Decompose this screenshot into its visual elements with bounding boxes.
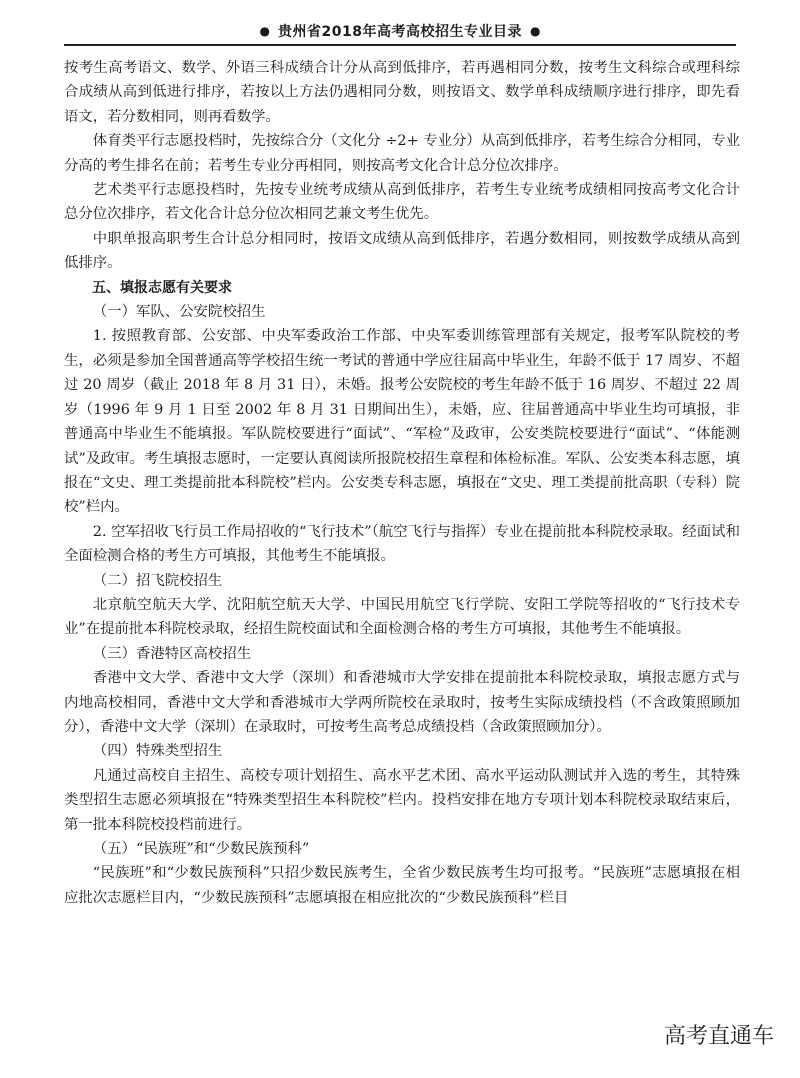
paragraph-special-types: 凡通过高校自主招生、高校专项计划招生、高水平艺术团、高水平运动队测试并入选的考生，其特殊类型招生志愿必须填报在“特殊类型招生本科院校”栏内。投档安排在地方专项计划本科院校录取结束后，第一批本科院校投档前进行。 <box>64 767 740 833</box>
paragraph-art-ranking: 艺术类平行志愿投档时，先按专业统考成绩从高到低排序，若考生专业统考成绩相同按高考文化合计总分位次排序，若文化合计总分位次相同艺兼文考生优先。 <box>64 182 740 223</box>
paragraph-continuation: 按考生高考语文、数学、外语三科成绩合计分从高到低排序，若再遇相同分数，按考生文科综合或理科综合成绩从高到低进行排序，若按以上方法仍遇相同分数，则按语文、数学单科成绩顺序进行排序，即先看语文，若分数相同，则再看数学。 <box>64 60 740 125</box>
paragraph-air-force: 2. 空军招收飞行员工作局招收的“飞行技术”（航空飞行与指挥）专业在提前批本科院校录取。经面试和全面检测合格的考生方可填报，其他考生不能填报。 <box>64 523 740 565</box>
bullet-icon: ● <box>259 24 271 38</box>
paragraph-ethnic-classes: “民族班”和“少数民族预科”只招少数民族考生，全省少数民族考生均可报考。“民族班”志愿填报在相应批次志愿栏目内，“少数民族预科”志愿填报在相应批次的“少数民族预科”栏目 <box>64 865 740 906</box>
running-header <box>64 18 736 46</box>
header-title: 贵州省2018年高考高校招生专业目录 <box>278 24 522 40</box>
subsection-heading: （四）特殊类型招生 <box>92 743 223 760</box>
paragraph-military-police: 1. 按照教育部、公安部、中央军委政治工作部、中央军委训练管理部有关规定，报考军队院校的考生，必须是参加全国普通高等学校招生统一考试的普通中学应往届高中毕业生，年龄不低于 17 周岁、不超过 20 周岁（截止 2018 年 8 月 31 日），未婚。报考公安院校的考生年龄不低于 16 周岁、不超过 22 周岁（1996 年 9 月 1 日至 2002 年 8 月 31 日期间出生），未婚，应、往届普通高中毕业生均可填报，非普通高中毕业生不能填报。军队院校要进行“面试”、“军检”及政审，公安类院校要进行“面试”、“体能测试”及政审。考生填报志愿时，一定要认真阅读所报院校招生章程和体检标准。军队、公安类本科志愿，填报在“文史、理工类提前批本科院校”栏内。公安类专科志愿，填报在“文史、理工类提前批高职（专科）院校”栏内。 <box>64 328 740 516</box>
paragraph-sports-ranking: 体育类平行志愿投档时，先按综合分（文化分 ÷2+ 专业分）从高到低排序，若考生综合分相同，专业分高的考生排名在前；若考生专业分再相同，则按高考文化合计总分位次排序。 <box>64 133 740 174</box>
body-text <box>64 56 740 910</box>
paragraph-flight-schools: 北京航空航天大学、沈阳航空航天大学、中国民用航空飞行学院、安阳工学院等招收的“飞行技术专业”在提前批本科院校录取，经招生院校面试和全面检测合格的考生方可填报，其他考生不能填报。 <box>64 596 740 638</box>
paragraph-vocational-ranking: 中职单报高职考生合计总分相同时，按语文成绩从高到低排序，若遇分数相同，则按数学成绩从高到低排序。 <box>64 230 740 272</box>
subsection-heading: （一）军队、公安院校招生 <box>92 304 266 321</box>
paragraph-hong-kong: 香港中文大学、香港中文大学（深圳）和香港城市大学安排在提前批本科院校录取，填报志愿方式与内地高校相同，香港中文大学和香港城市大学两所院校在录取时，按考生实际成绩投档（不含政策照顾加分），香港中文大学（深圳）在录取时，可按考生高考总成绩投档（含政策照顾加分）。 <box>64 670 740 735</box>
subsection-heading: （五）“民族班”和“少数民族预科” <box>92 841 310 857</box>
subsection-heading: （二）招飞院校招生 <box>92 572 223 589</box>
section-heading: 五、填报志愿有关要求 <box>92 279 232 296</box>
bullet-icon: ● <box>529 24 541 38</box>
subsection-heading: （三）香港特区高校招生 <box>92 645 252 662</box>
watermark: 高考直通车 <box>660 1017 778 1052</box>
